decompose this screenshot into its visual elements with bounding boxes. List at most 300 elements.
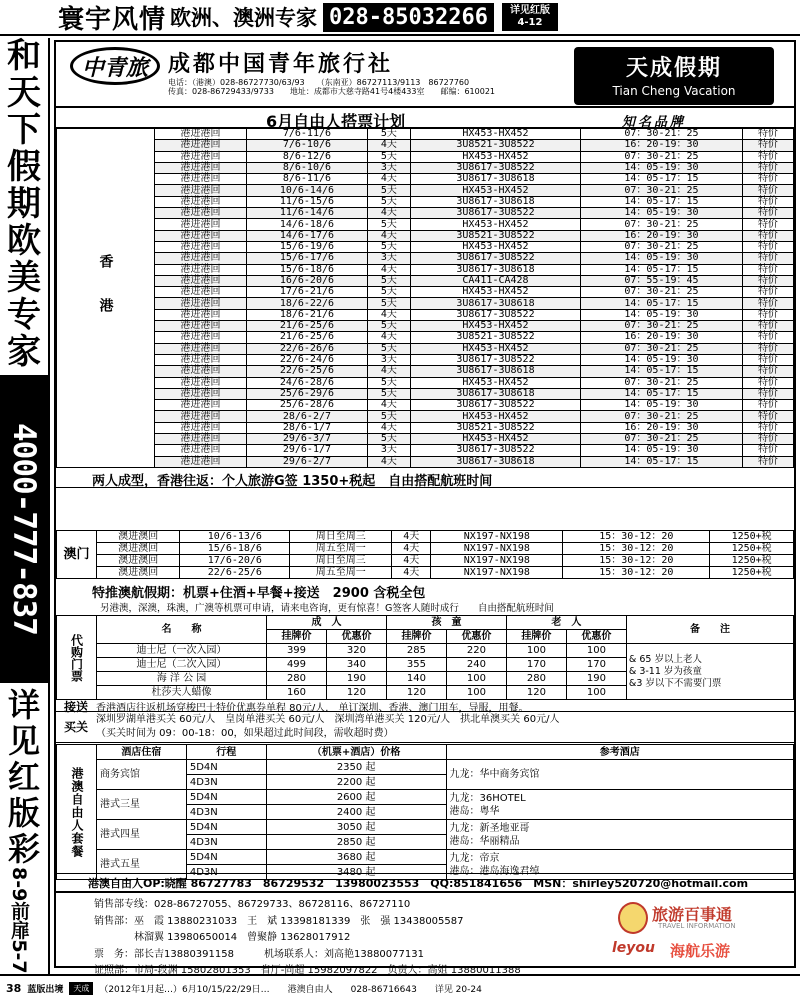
tickets-table: [56, 615, 794, 700]
package-ref: [446, 760, 793, 790]
cell: 特价: [742, 253, 793, 264]
cell: 特价: [742, 377, 793, 388]
cell: HX453-HX452: [410, 185, 580, 196]
table-row: [57, 644, 794, 658]
cell: 3U8617-3U8618: [410, 388, 580, 399]
cell: 特价: [742, 309, 793, 320]
table-row: [57, 309, 794, 320]
cell: 07：30-21：25: [581, 377, 743, 388]
cell: 港进港回: [155, 230, 247, 241]
cell: 4D3N: [186, 835, 266, 850]
sales-line: 销售部专线：028-86727055、86729733、86728116、86727110: [94, 899, 411, 910]
banner-brand: 寰宇风情: [58, 4, 167, 35]
agency-name: 成都中国青年旅行社: [168, 52, 394, 77]
hongkong-table: [56, 128, 794, 468]
cell: 8/6-11/6: [246, 174, 367, 185]
cell: 14/6-17/6: [246, 230, 367, 241]
cell: 4天: [367, 456, 410, 467]
cell: 周日至周三: [290, 555, 392, 567]
cell: 07：30-21：25: [581, 151, 743, 162]
cell: 特价: [742, 287, 793, 298]
sales-line: 销售部：巫 霞 13880231033 王 斌 13398181339 张 强 13438005587: [94, 915, 464, 927]
tiancheng-logo: 天成假期 Tian Cheng Vacation: [574, 47, 774, 105]
side-char: 天: [7, 73, 41, 113]
cell: 240: [446, 658, 506, 672]
cell: 酒店住宿: [96, 745, 186, 760]
cell: 特价: [742, 445, 793, 456]
table-row: [57, 555, 794, 567]
cell: 3天: [367, 354, 410, 365]
table-row: [57, 354, 794, 365]
cell: 5D4N: [186, 760, 266, 775]
table-row: [57, 445, 794, 456]
cell: 07：30-21：25: [581, 241, 743, 252]
cell: 3U8617-3U8618: [410, 174, 580, 185]
cell: 22/6-25/6: [180, 567, 290, 579]
cell: 25/6-29/6: [246, 388, 367, 399]
side-char: 红: [7, 758, 40, 797]
cell: 名 称: [97, 616, 267, 644]
cell: 15：30-12：20: [563, 543, 710, 555]
cell: NX197-NX198: [431, 567, 563, 579]
side-pages: 8-9前扉5-7: [7, 867, 30, 974]
cell: 特价: [742, 366, 793, 377]
cell: 3050 起: [266, 820, 446, 835]
cell: 07：30-21：25: [581, 129, 743, 140]
tickets-label: 代购门票: [57, 616, 97, 700]
table-row: [57, 745, 794, 760]
cell: 挂牌价: [386, 630, 446, 644]
cell: 5天: [367, 185, 410, 196]
cell: 港进港回: [155, 287, 247, 298]
note-line: & 65 岁以上老人: [628, 653, 702, 665]
cell: 3天: [367, 445, 410, 456]
cell: 港进港回: [155, 162, 247, 173]
cell: 5天: [367, 434, 410, 445]
table-row: [57, 366, 794, 377]
table-row: [57, 820, 794, 835]
side-text-top: [3, 38, 45, 371]
cell: 190: [566, 672, 626, 686]
agency-contact: 电话：（港澳）028-86727730/63/93 （东南亚）86727113/9113 86727760 传真：028-86729433/9733 地址：成都市大慈寺路41号4楼433室 邮编：610021: [168, 78, 496, 96]
table-row: [57, 377, 794, 388]
cell: 07：30-21：25: [581, 411, 743, 422]
table-row: [57, 253, 794, 264]
table-row: [57, 400, 794, 411]
cell: 迪士尼（一次入园）: [97, 644, 267, 658]
side-char: 版: [7, 794, 40, 833]
cell: HX453-HX452: [410, 411, 580, 422]
cell: 港进港回: [155, 411, 247, 422]
cell: 港进港回: [155, 185, 247, 196]
cell: 22/6-24/6: [246, 354, 367, 365]
side-char: 美: [7, 258, 41, 298]
cell: 15/6-18/6: [180, 543, 290, 555]
table-row: [57, 456, 794, 467]
cell: 4D3N: [186, 865, 266, 880]
side-char: 见: [7, 722, 40, 761]
side-char: 期: [7, 184, 41, 224]
cell: 8/6-10/6: [246, 162, 367, 173]
cell: 280: [267, 672, 327, 686]
cell: 港进港回: [155, 253, 247, 264]
cell: 3480 起: [266, 865, 446, 880]
cell: 特价: [742, 264, 793, 275]
cell: 4天: [367, 422, 410, 433]
package-hotel: 商务宾馆: [96, 760, 186, 790]
cell: 15：30-12：20: [563, 567, 710, 579]
cell: 14/6-18/6: [246, 219, 367, 230]
table-row: [57, 129, 794, 140]
top-banner: [0, 0, 800, 36]
table-row: [57, 388, 794, 399]
cell: 7/6-10/6: [246, 140, 367, 151]
cell: 港进港回: [155, 434, 247, 445]
cell: 5D4N: [186, 820, 266, 835]
cell: 24/6-28/6: [246, 377, 367, 388]
table-row: [57, 162, 794, 173]
cell: 220: [446, 644, 506, 658]
cell: 特价: [742, 230, 793, 241]
side-strip: [0, 38, 50, 974]
table-row: [57, 151, 794, 162]
cell: 港进港回: [155, 332, 247, 343]
macau-note: 特推澳航假期：机票+住酒+早餐+接送 2900 含税全包: [92, 586, 426, 601]
cell: HX453-HX452: [410, 377, 580, 388]
cell: 18/6-21/6: [246, 309, 367, 320]
cell: 澳进澳回: [97, 555, 180, 567]
cell: 4天: [392, 531, 431, 543]
cell: 3天: [367, 162, 410, 173]
cell: 特价: [742, 411, 793, 422]
cell: 特价: [742, 321, 793, 332]
cell: 15/6-19/6: [246, 241, 367, 252]
cell: 周五至周一: [290, 567, 392, 579]
cell: HX453-HX452: [410, 287, 580, 298]
cell: 07：55-19：45: [581, 275, 743, 286]
cell: 特价: [742, 354, 793, 365]
plan-title: 6月自由人搭票计划: [266, 112, 406, 131]
table-row: [57, 790, 794, 805]
cell: 14：05-19：30: [581, 309, 743, 320]
cell: 港进港回: [155, 366, 247, 377]
partner-brands: 旅游百事通 TRAVEL INFORMATION leyou 海航乐游: [612, 898, 782, 970]
cell: 4天: [367, 332, 410, 343]
cell: 16：20-19：30: [581, 230, 743, 241]
table-row: [57, 616, 794, 630]
cell: 4天: [367, 230, 410, 241]
cell: 特价: [742, 151, 793, 162]
cell: 行程: [186, 745, 266, 760]
cell: 3U8617-3U8522: [410, 445, 580, 456]
cell: 10/6-13/6: [180, 531, 290, 543]
cell: 4天: [367, 264, 410, 275]
cell: 07：30-21：25: [581, 185, 743, 196]
cell: 11/6-14/6: [246, 208, 367, 219]
side-hotline: 4000-777-837: [0, 375, 48, 683]
cell: 港进港回: [155, 174, 247, 185]
cell: 港进港回: [155, 354, 247, 365]
cell: 15/6-18/6: [246, 264, 367, 275]
cell: （机票+酒店）价格: [266, 745, 446, 760]
cell: 港进港回: [155, 151, 247, 162]
cell: 120: [506, 686, 566, 700]
sales-line: 票 务：部长吉13880391158 机场联系人：刘高艳13880077131: [94, 948, 424, 960]
cell: 399: [267, 644, 327, 658]
cell: 21/6-25/6: [246, 332, 367, 343]
cell: 22/6-25/6: [246, 366, 367, 377]
cell: 10/6-14/6: [246, 185, 367, 196]
package-hotel: 港式四星: [96, 820, 186, 850]
cell: 1250+税: [710, 543, 794, 555]
op-contact: 港澳自由人OP:晓醒 86727783 86729532 13980023553 QQ:851841656 MSN：shirley520720@hotmail.com: [56, 873, 794, 893]
ref-line: 港岛：华丽精品: [449, 835, 520, 847]
cell: 港进港回: [155, 309, 247, 320]
cell: 特价: [742, 129, 793, 140]
cell: 1250+税: [710, 555, 794, 567]
cell: 4天: [392, 543, 431, 555]
cell: 170: [506, 658, 566, 672]
cell: 3U8617-3U8522: [410, 400, 580, 411]
cell: 3U8521-3U8522: [410, 422, 580, 433]
cell: 特价: [742, 174, 793, 185]
side-char: 和: [7, 36, 41, 76]
cell: HX453-HX452: [410, 151, 580, 162]
cell: 2200 起: [266, 775, 446, 790]
ticket-notes: [626, 644, 793, 700]
table-row: [57, 343, 794, 354]
ref-line: 港岛：港岛海逸君绰: [449, 865, 540, 877]
cell: 港进港回: [155, 129, 247, 140]
cell: 港进港回: [155, 422, 247, 433]
banner-see-red: 详见红版 4-12: [502, 3, 558, 31]
cell: 特价: [742, 219, 793, 230]
cell: 07：30-21：25: [581, 434, 743, 445]
cell: 港进港回: [155, 264, 247, 275]
cell: 5天: [367, 196, 410, 207]
cell: 5天: [367, 377, 410, 388]
sales-contacts: [94, 897, 521, 980]
table-row: [57, 264, 794, 275]
cell: 5D4N: [186, 790, 266, 805]
cell: 港进港回: [155, 445, 247, 456]
table-row: [57, 543, 794, 555]
package-table: [56, 744, 794, 880]
cell: 07：30-21：25: [581, 321, 743, 332]
famous-brand: 知名品牌: [622, 115, 687, 130]
cell: 5天: [367, 388, 410, 399]
cell: 4天: [367, 174, 410, 185]
cell: NX197-NX198: [431, 531, 563, 543]
cell: 特价: [742, 162, 793, 173]
cell: 杜莎夫人蜡像: [97, 686, 267, 700]
cell: 11/6-15/6: [246, 196, 367, 207]
cell: 14：05-17：15: [581, 366, 743, 377]
cell: 4天: [392, 567, 431, 579]
cell: 29/6-3/7: [246, 434, 367, 445]
cell: 100: [446, 672, 506, 686]
table-row: [57, 531, 794, 543]
cell: 4D3N: [186, 805, 266, 820]
cell: 18/6-22/6: [246, 298, 367, 309]
cell: 周日至周三: [290, 531, 392, 543]
sales-line: 林溜翼 13980650014 曾聚静 13628017912: [94, 932, 351, 943]
cell: HX453-HX452: [410, 321, 580, 332]
cell: 1250+税: [710, 567, 794, 579]
cell: 4天: [367, 366, 410, 377]
cell: 3U8617-3U8522: [410, 208, 580, 219]
cell: 备 注: [626, 616, 793, 644]
cell: 特价: [742, 332, 793, 343]
cell: 14：05-19：30: [581, 162, 743, 173]
cell: 3680 起: [266, 850, 446, 865]
cell: CA411-CA428: [410, 275, 580, 286]
cell: 17/6-21/6: [246, 287, 367, 298]
cell: 港进港回: [155, 275, 247, 286]
package-label: 港澳自由人套餐: [57, 745, 97, 880]
cell: 参考酒店: [446, 745, 793, 760]
cell: 周五至周一: [290, 543, 392, 555]
cell: 4天: [367, 140, 410, 151]
macau-table: [56, 530, 794, 579]
cell: 160: [267, 686, 327, 700]
table-row: [57, 275, 794, 286]
cell: 孩 童: [386, 616, 506, 630]
cell: 3U8617-3U8618: [410, 196, 580, 207]
cell: 170: [566, 658, 626, 672]
package-ref: [446, 790, 793, 820]
cell: 港进港回: [155, 321, 247, 332]
banner-slogan: 欧洲、澳洲专家: [170, 6, 318, 30]
cell: 港进港回: [155, 298, 247, 309]
cell: 3U8617-3U8618: [410, 366, 580, 377]
table-row: [57, 208, 794, 219]
cell: 成 人: [267, 616, 387, 630]
hk-note: 两人成型，香港往返：个人旅游G签 1350+税起 自由搭配航班时间: [56, 470, 794, 488]
cell: 特价: [742, 456, 793, 467]
package-ref: [446, 820, 793, 850]
side-char: 家: [7, 332, 41, 372]
cell: 3U8617-3U8618: [410, 298, 580, 309]
cell: HX453-HX452: [410, 129, 580, 140]
cell: 280: [506, 672, 566, 686]
package-hotel: 港式三星: [96, 790, 186, 820]
cell: 优惠价: [566, 630, 626, 644]
table-row: [57, 321, 794, 332]
cell: 特价: [742, 434, 793, 445]
sales-line: 证照部：市局-段渊 15802801353 省厅-尚超 15982097822 负责人：高姐 13880011388: [94, 965, 521, 976]
side-char: 专: [7, 295, 41, 335]
cell: 特价: [742, 196, 793, 207]
cell: 5天: [367, 219, 410, 230]
cell: 港进港回: [155, 140, 247, 151]
cell: 特价: [742, 185, 793, 196]
cell: 2400 起: [266, 805, 446, 820]
cell: 15/6-17/6: [246, 253, 367, 264]
cell: 5D4N: [186, 850, 266, 865]
table-row: [57, 219, 794, 230]
cell: 特价: [742, 388, 793, 399]
cell: 3U8617-3U8618: [410, 264, 580, 275]
cell: HX453-HX452: [410, 343, 580, 354]
cell: 3U8617-3U8522: [410, 253, 580, 264]
cell: 15：30-12：20: [563, 555, 710, 567]
cell: 澳进澳回: [97, 543, 180, 555]
side-char: 下: [7, 110, 41, 150]
cell: 特价: [742, 343, 793, 354]
cell: 4D3N: [186, 775, 266, 790]
cell: 港进港回: [155, 456, 247, 467]
cell: 499: [267, 658, 327, 672]
cell: 老 人: [506, 616, 626, 630]
cell: 4天: [367, 400, 410, 411]
cell: 100: [566, 686, 626, 700]
cell: 16：20-19：30: [581, 140, 743, 151]
table-row: [57, 185, 794, 196]
cell: 港进港回: [155, 196, 247, 207]
cell: 特价: [742, 208, 793, 219]
footer: 38 蓝版出境 天成 （2012年1月起…）6月10/15/22/29日… 港澳自由人 028-86716643 详见 20-24: [0, 974, 800, 1000]
cell: 16：20-19：30: [581, 422, 743, 433]
cell: 15：30-12：20: [563, 531, 710, 543]
cell: HX453-HX452: [410, 241, 580, 252]
cell: 29/6-1/7: [246, 445, 367, 456]
cell: 25/6-28/6: [246, 400, 367, 411]
cell: 港进港回: [155, 208, 247, 219]
table-row: [57, 241, 794, 252]
table-row: [57, 760, 794, 775]
cell: 16/6-20/6: [246, 275, 367, 286]
cell: 355: [386, 658, 446, 672]
cell: 3U8521-3U8522: [410, 140, 580, 151]
cell: 1250+税: [710, 531, 794, 543]
cell: 14：05-19：30: [581, 253, 743, 264]
ref-line: 九龙：帝京: [449, 852, 500, 864]
cell: 3U8617-3U8522: [410, 162, 580, 173]
cell: 特价: [742, 400, 793, 411]
table-row: [57, 230, 794, 241]
cell: 3U8617-3U8522: [410, 309, 580, 320]
cell: 320: [326, 644, 386, 658]
cell: 港进港回: [155, 219, 247, 230]
macau-label: 澳门: [57, 531, 97, 579]
cell: 17/6-20/6: [180, 555, 290, 567]
table-row: [57, 850, 794, 865]
cell: 海 洋 公 园: [97, 672, 267, 686]
cell: 22/6-26/6: [246, 343, 367, 354]
cell: 16：20-19：30: [581, 332, 743, 343]
cell: 5天: [367, 287, 410, 298]
cell: 07：30-21：25: [581, 219, 743, 230]
cell: 14：05-19：30: [581, 354, 743, 365]
mascot-icon: [618, 902, 648, 934]
plan-title-bar: [56, 106, 794, 131]
cell: 优惠价: [446, 630, 506, 644]
side-char: 欧: [7, 221, 41, 261]
cell: 3U8521-3U8522: [410, 230, 580, 241]
cell: NX197-NX198: [431, 555, 563, 567]
cell: 14：05-17：15: [581, 388, 743, 399]
cell: 2350 起: [266, 760, 446, 775]
transfer-row: 接送 香港酒店往返机场穿梭巴士特价优惠券单程 80元/人. 单订深圳、香港、澳门用车，导服，用餐。: [56, 698, 794, 712]
cell: 特价: [742, 275, 793, 286]
agency-logo: 中青旅: [70, 47, 160, 85]
cell: 4天: [367, 208, 410, 219]
cell: 14：05-17：15: [581, 298, 743, 309]
cell: 120: [326, 686, 386, 700]
cell: 140: [386, 672, 446, 686]
cell: 07：30-21：25: [581, 287, 743, 298]
